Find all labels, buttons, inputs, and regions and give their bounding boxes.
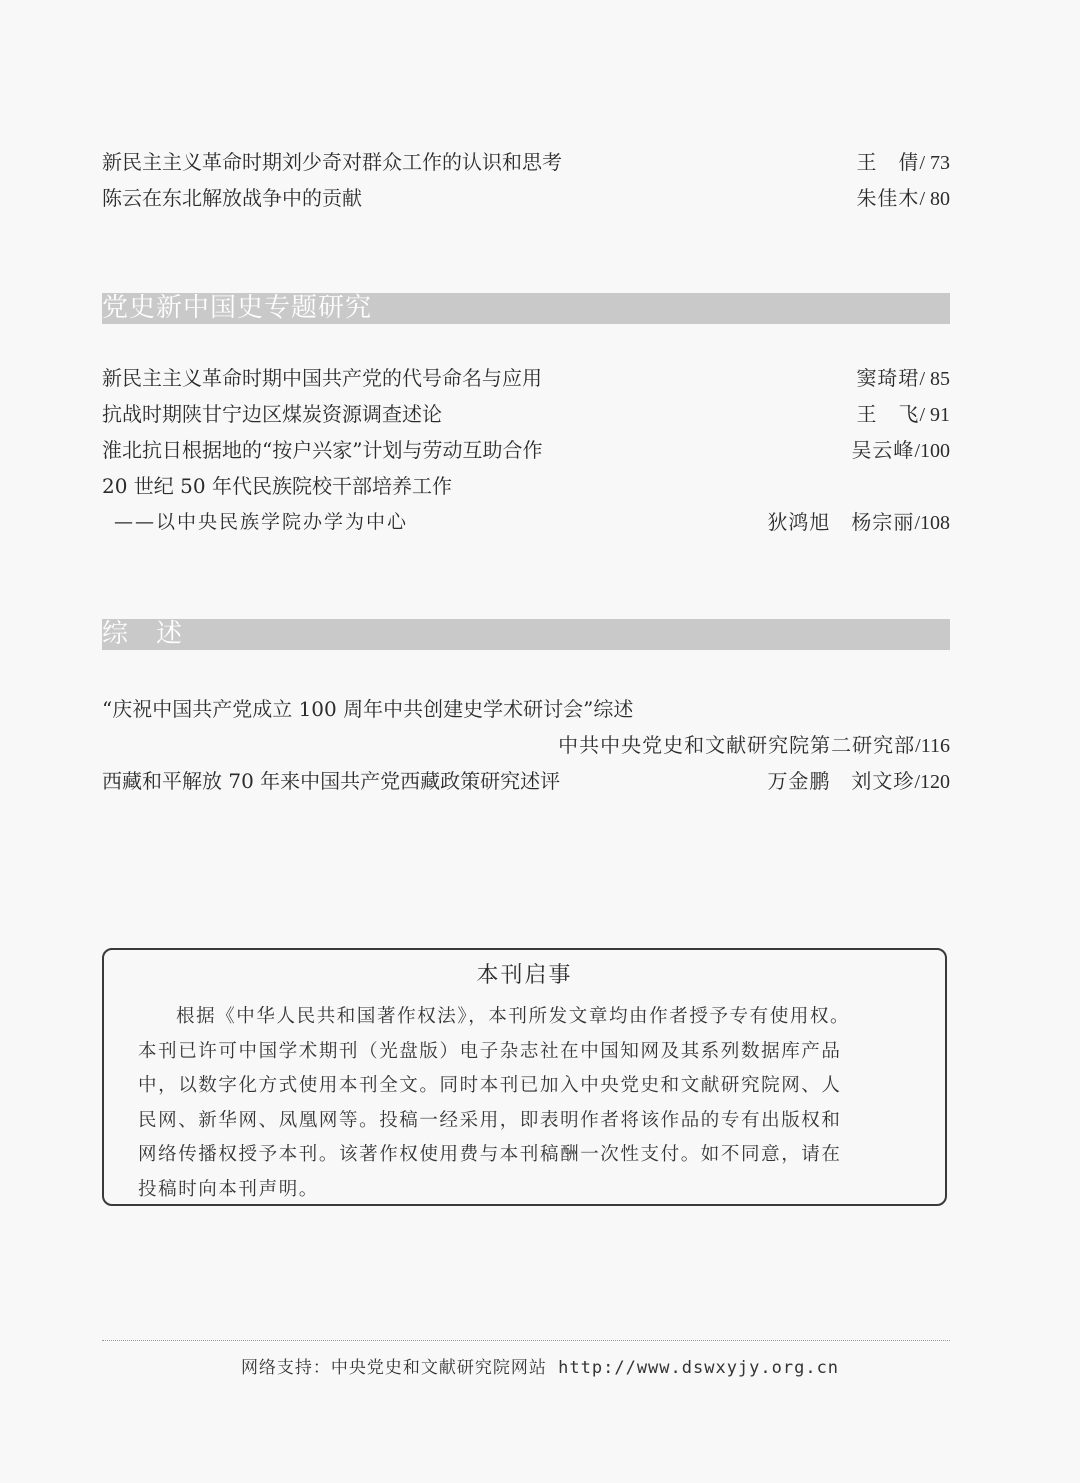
article-title: 新民主主义革命时期中国共产党的代号命名与应用 xyxy=(102,366,542,390)
toc-entry-subtitle-row[interactable] xyxy=(102,506,950,538)
footer-divider xyxy=(102,1340,950,1341)
article-title: 淮北抗日根据地的“按户兴家”计划与劳动互助合作 xyxy=(102,438,543,462)
article-page: / 91 xyxy=(919,404,950,426)
article-page: /120 xyxy=(914,771,950,793)
footer-website[interactable]: 网络支持：中央党史和文献研究院网站 http://www.dswxyjy.org.cn xyxy=(240,1358,840,1378)
section-heading: 综 述 xyxy=(102,619,950,650)
toc-entry[interactable] xyxy=(102,182,950,214)
article-page: /116 xyxy=(915,735,950,757)
article-page: / 73 xyxy=(919,152,950,174)
toc-entry[interactable] xyxy=(102,398,950,430)
article-byline xyxy=(856,362,950,395)
toc-entry[interactable] xyxy=(102,146,950,178)
article-title: 抗战时期陕甘宁边区煤炭资源调查述论 xyxy=(102,402,442,426)
toc-entry[interactable] xyxy=(102,693,950,725)
article-subtitle: ——以中央民族学院办学为中心 xyxy=(114,511,409,533)
article-page: / 85 xyxy=(919,368,950,390)
notice-line: 根据《中华人民共和国著作权法》，本刊所发文章均由作者授予专有使用权。 xyxy=(176,1006,851,1027)
article-byline xyxy=(558,729,950,762)
toc-entry[interactable] xyxy=(102,362,950,394)
article-title: 20 世纪 50 年代民族院校干部培养工作 xyxy=(102,474,452,498)
toc-entry[interactable] xyxy=(102,470,950,502)
article-author: 狄鸿旭 杨宗丽 xyxy=(767,510,915,534)
article-byline xyxy=(856,398,950,431)
article-byline xyxy=(851,434,950,467)
notice-title: 本刊启事 xyxy=(476,963,573,988)
notice-body xyxy=(138,1000,918,1207)
notice-line: 网络传播权授予本刊。该著作权使用费与本刊稿酬一次性支付。如不同意，请在 xyxy=(138,1144,842,1165)
article-byline xyxy=(767,506,950,539)
section-heading: 党史新中国史专题研究 xyxy=(102,293,950,324)
toc-entry[interactable] xyxy=(102,434,950,466)
article-title: 西藏和平解放 70 年来中国共产党西藏政策研究述评 xyxy=(102,769,561,793)
article-title: “庆祝中国共产党成立 100 周年中共创建史学术研讨会”综述 xyxy=(102,697,634,721)
article-byline xyxy=(856,182,950,215)
article-author: 中共中央党史和文献研究院第二研究部 xyxy=(558,733,916,757)
article-page: /100 xyxy=(914,440,950,462)
article-page: /108 xyxy=(914,512,950,534)
toc-entry-byline-row[interactable] xyxy=(102,729,950,761)
article-title: 新民主主义革命时期刘少奇对群众工作的认识和思考 xyxy=(102,150,562,174)
article-author: 吴云峰 xyxy=(851,438,915,462)
article-byline xyxy=(856,146,950,179)
article-byline xyxy=(767,765,950,798)
article-author: 万金鹏 刘文珍 xyxy=(767,769,915,793)
notice-line: 投稿时向本刊声明。 xyxy=(138,1178,319,1200)
article-page: / 80 xyxy=(919,188,950,210)
notice-box xyxy=(102,948,947,1206)
article-author: 王 倩 xyxy=(856,150,920,174)
article-author: 窦琦珺 xyxy=(856,366,920,390)
notice-line: 民网、新华网、凤凰网等。投稿一经采用，即表明作者将该作品的专有出版权和 xyxy=(138,1109,842,1131)
article-author: 朱佳木 xyxy=(856,186,920,210)
notice-line: 中，以数字化方式使用本刊全文。同时本刊已加入中央党史和文献研究院网、人 xyxy=(138,1075,842,1096)
notice-line: 本刊已许可中国学术期刊（光盘版）电子杂志社在中国知网及其系列数据库产品 xyxy=(138,1040,842,1062)
toc-entry[interactable] xyxy=(102,765,950,797)
article-title: 陈云在东北解放战争中的贡献 xyxy=(102,186,362,210)
article-author: 王 飞 xyxy=(856,402,920,426)
